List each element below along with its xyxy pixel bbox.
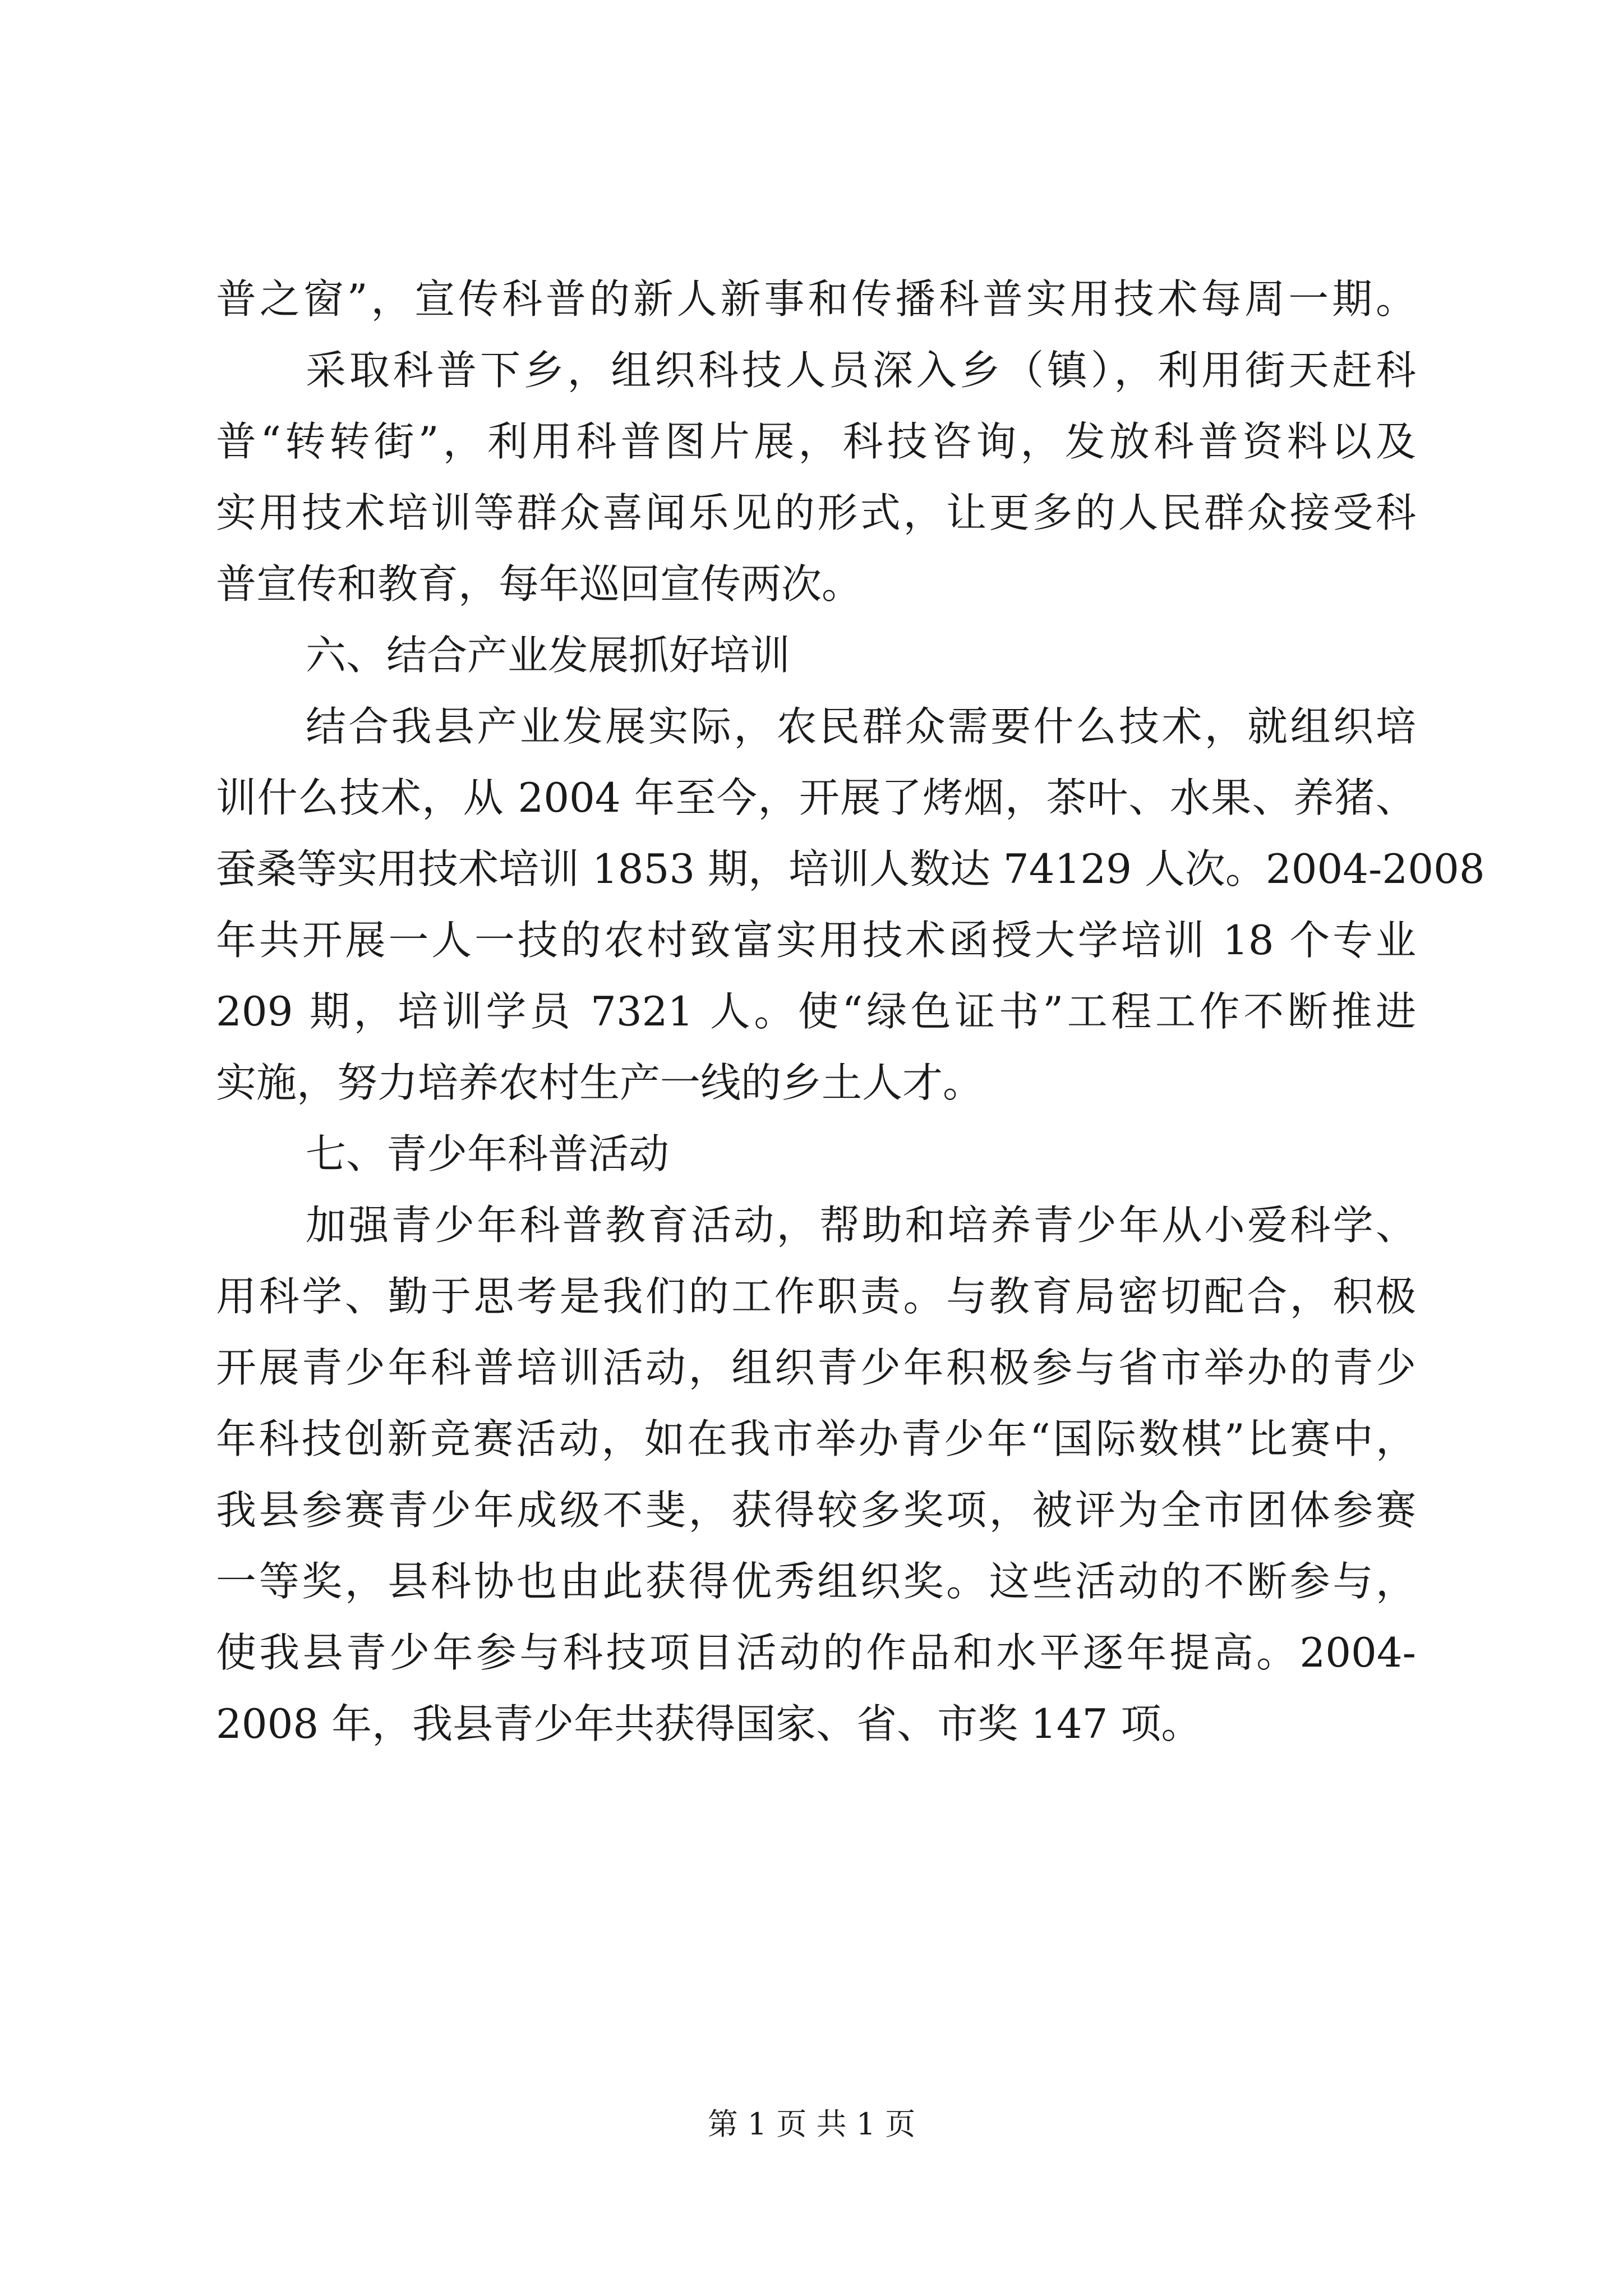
paragraph-line: 使我县青少年参与科技项目活动的作品和水平逐年提高。2004- — [216, 1629, 1416, 1676]
paragraph-line: 蚕桑等实用技术培训 1853 期，培训人数达 74129 人次。2004-2008 — [216, 845, 1485, 892]
paragraph-line: 开展青少年科普培训活动，组织青少年积极参与省市举办的青少 — [216, 1344, 1416, 1391]
paragraph-line: 普之窗”，宣传科普的新人新事和传播科普实用技术每周一期。 — [216, 275, 1416, 323]
paragraph-line: 年共开展一人一技的农村致富实用技术函授大学培训 18 个专业 — [216, 917, 1416, 964]
paragraph-line: 加强青少年科普教育活动，帮助和培养青少年从小爱科学、 — [306, 1202, 1416, 1249]
page-footer: 第 1 页 共 1 页 — [707, 2106, 916, 2142]
paragraph-line: 普宣传和教育，每年巡回宣传两次。 — [216, 560, 863, 608]
paragraph-line: 普“转转街”，利用科普图片展，科技咨询，发放科普资料以及 — [216, 418, 1416, 465]
document-body — [216, 264, 1485, 1760]
section-heading: 六、结合产业发展抓好培训 — [306, 632, 791, 679]
paragraph-line: 一等奖，县科协也由此获得优秀组织奖。这些活动的不断参与， — [216, 1558, 1416, 1605]
paragraph-line: 实施，努力培养农村生产一线的乡土人才。 — [216, 1059, 984, 1106]
paragraph-line: 我县参赛青少年成级不斐，获得较多奖项，被评为全市团体参赛 — [216, 1487, 1416, 1534]
paragraph-line: 结合我县产业发展实际，农民群众需要什么技术，就组织培 — [306, 703, 1416, 750]
paragraph-line: 2008 年，我县青少年共获得国家、省、市奖 147 项。 — [216, 1700, 1202, 1747]
section-heading: 七、青少年科普活动 — [306, 1130, 670, 1177]
paragraph-line: 实用技术培训等群众喜闻乐见的形式，让更多的人民群众接受科 — [216, 489, 1416, 536]
paragraph-line: 用科学、勤于思考是我们的工作职责。与教育局密切配合，积极 — [216, 1273, 1416, 1320]
paragraph-line: 采取科普下乡，组织科技人员深入乡（镇），利用街天赶科 — [306, 347, 1416, 394]
paragraph-line: 209 期，培训学员 7321 人。使“绿色证书”工程工作不断推进 — [216, 988, 1416, 1035]
paragraph-line: 年科技创新竞赛活动，如在我市举办青少年“国际数棋”比赛中， — [216, 1415, 1416, 1462]
paragraph-line: 训什么技术，从 2004 年至今，开展了烤烟，茶叶、水果、养猪、 — [216, 774, 1416, 821]
